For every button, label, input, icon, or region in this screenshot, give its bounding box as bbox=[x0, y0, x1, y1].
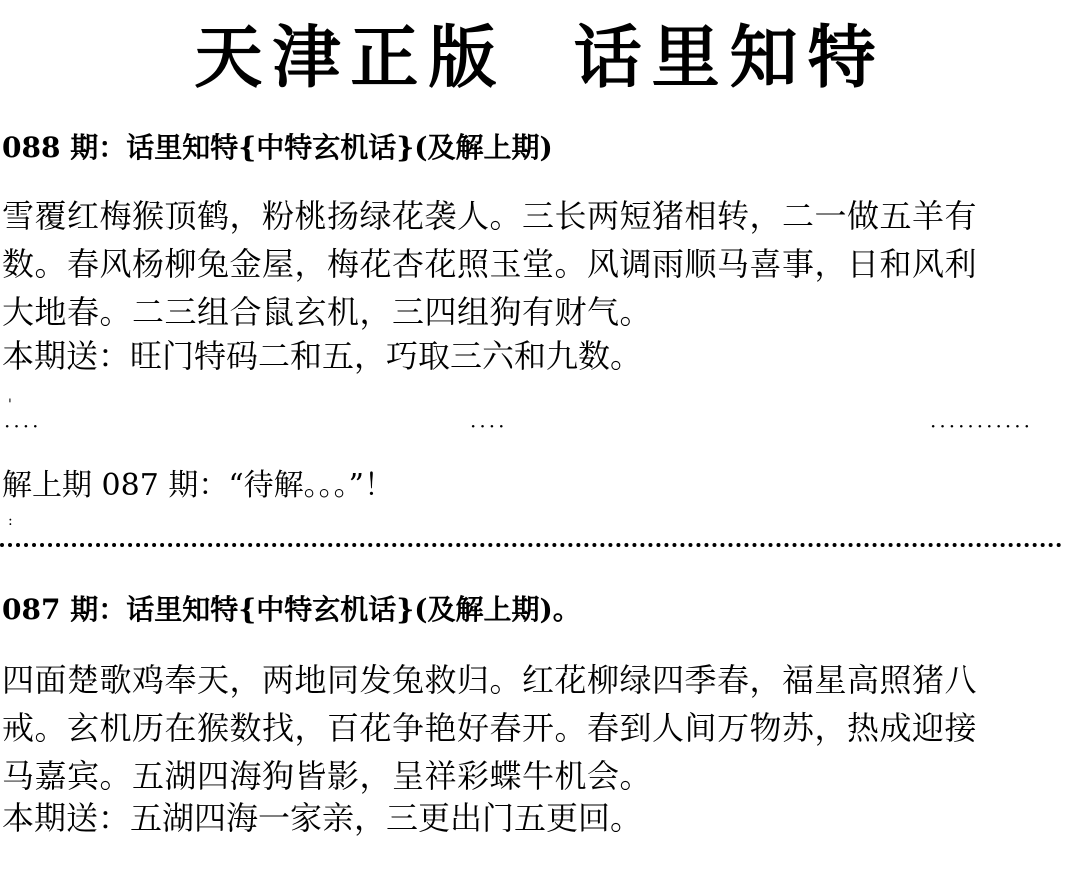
issue-088-line: 雪覆红梅猴顶鹤，粉桃扬绿花袭人。三长两短猪相转，二一做五羊有 bbox=[2, 197, 978, 235]
issue-088-body bbox=[2, 192, 1080, 336]
issue-088-line: 数。春风杨柳兔金屋，梅花杏花照玉堂。风调雨顺马喜事，日和风利 bbox=[2, 245, 978, 283]
issue-088-line: 大地春。二三组合鼠玄机，三四组狗有财气。 bbox=[2, 293, 653, 331]
dots-right: ··········· bbox=[930, 414, 1033, 438]
stray-mark: : bbox=[8, 513, 13, 529]
issue-088-send: 本期送：旺门特码二和五，巧取三六和九数。 bbox=[2, 337, 643, 375]
issue-087-send: 本期送：五湖四海一家亲，三更出门五更回。 bbox=[2, 799, 643, 837]
stray-mark: ' bbox=[8, 397, 12, 413]
issue-087-heading: 087 期：话里知特{中特玄机话}(及解上期)。 bbox=[2, 593, 581, 626]
issue-088-heading: 088 期：话里知特{中特玄机话}(及解上期) bbox=[2, 131, 553, 164]
previous-solution: 解上期 087 期：“待解。。。”！ bbox=[2, 468, 395, 503]
issue-087-line: 戒。玄机历在猴数找，百花争艳好春开。春到人间万物苏，热成迎接 bbox=[2, 709, 978, 747]
dotted-divider bbox=[0, 543, 1062, 547]
dots-left: ···· bbox=[4, 414, 42, 438]
issue-087-body bbox=[2, 656, 1080, 800]
issue-087-line: 马嘉宾。五湖四海狗皆影，呈祥彩蝶牛机会。 bbox=[2, 757, 653, 795]
issue-087-line: 四面楚歌鸡奉天，两地同发兔救归。红花柳绿四季春，福星高照猪八 bbox=[2, 661, 978, 699]
page-title: 天津正版 话里知特 bbox=[194, 19, 886, 98]
dots-middle: ···· bbox=[470, 414, 508, 438]
